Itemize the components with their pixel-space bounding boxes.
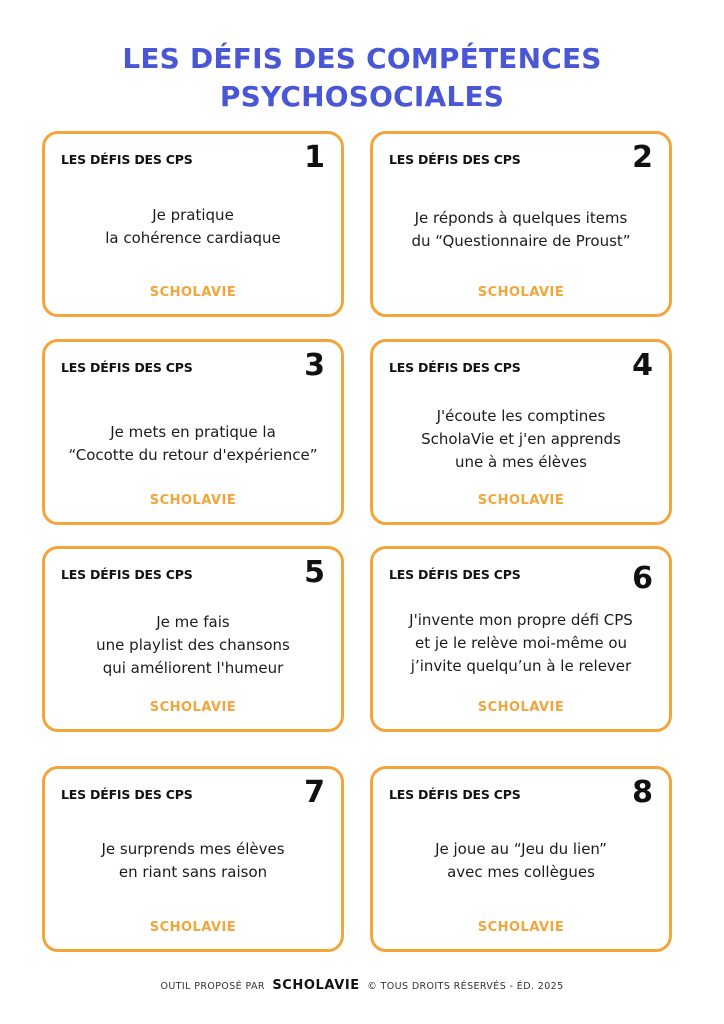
challenge-card-7 (42, 766, 344, 952)
footer-scholavie-logo: SCHOLAVIE (272, 978, 360, 993)
card-number: 1 (304, 140, 325, 175)
card-text-line: une playlist des chansons (96, 636, 290, 654)
card-header: LES DÉFIS DES CPS (389, 787, 521, 802)
card-header: LES DÉFIS DES CPS (61, 787, 193, 802)
footer-copyright-icon: © (367, 981, 378, 992)
card-text-line: une à mes élèves (455, 453, 587, 471)
scholavie-logo: SCHOLAVIE (477, 700, 565, 715)
card-text (383, 838, 659, 884)
card-text-line: en riant sans raison (118, 863, 268, 881)
card-number: 2 (632, 140, 653, 175)
card-header: LES DÉFIS DES CPS (61, 360, 193, 375)
challenge-card-1 (42, 131, 344, 317)
challenge-card-3 (42, 339, 344, 525)
card-text-line: j’invite quelqu’un à le relever (410, 657, 632, 675)
card-number: 6 (632, 561, 653, 596)
card-text (55, 611, 331, 680)
card-text (383, 609, 659, 678)
scholavie-logo: SCHOLAVIE (477, 493, 565, 508)
card-header: LES DÉFIS DES CPS (389, 360, 521, 375)
card-text-line: Je réponds à quelques items (414, 209, 628, 227)
card-text-line: qui améliorent l'humeur (102, 659, 284, 677)
page-title-line-1: LES DÉFIS DES COMPÉTENCES (122, 42, 602, 75)
card-header: LES DÉFIS DES CPS (61, 152, 193, 167)
footer-prefix: OUTIL PROPOSÉ PAR (160, 981, 265, 992)
page-title (0, 40, 724, 116)
card-header: LES DÉFIS DES CPS (389, 567, 521, 582)
footer (0, 978, 724, 993)
card-header: LES DÉFIS DES CPS (61, 567, 193, 582)
card-number: 7 (304, 775, 325, 810)
card-text-line: la cohérence cardiaque (105, 229, 281, 247)
card-text-line: et je le relève moi-même ou (414, 634, 628, 652)
challenge-card-6 (370, 546, 672, 732)
card-number: 3 (304, 348, 325, 383)
card-text-line: du “Questionnaire de Proust” (411, 232, 631, 250)
card-number: 4 (632, 348, 653, 383)
card-text-line: Je me fais (156, 613, 230, 631)
scholavie-logo: SCHOLAVIE (477, 285, 565, 300)
card-text (55, 204, 331, 250)
card-text-line: J'invente mon propre défi CPS (409, 611, 633, 629)
scholavie-logo: SCHOLAVIE (149, 700, 237, 715)
challenge-card-2 (370, 131, 672, 317)
challenge-card-5 (42, 546, 344, 732)
card-text (55, 838, 331, 884)
card-text (383, 207, 659, 253)
scholavie-logo: SCHOLAVIE (149, 285, 237, 300)
card-text-line: Je pratique (152, 206, 234, 224)
card-text-line: Je mets en pratique la (110, 423, 276, 441)
card-number: 8 (632, 775, 653, 810)
scholavie-logo: SCHOLAVIE (149, 920, 237, 935)
page-title-line-2: PSYCHOSOCIALES (219, 80, 505, 113)
card-text-line: J'écoute les comptines (436, 407, 606, 425)
card-number: 5 (304, 555, 325, 590)
card-text-line: “Cocotte du retour d'expérience” (68, 446, 318, 464)
scholavie-logo: SCHOLAVIE (477, 920, 565, 935)
card-text (383, 405, 659, 474)
card-text-line: Je surprends mes élèves (101, 840, 285, 858)
challenge-card-4 (370, 339, 672, 525)
card-text-line: avec mes collègues (447, 863, 595, 881)
scholavie-logo: SCHOLAVIE (149, 493, 237, 508)
card-text-line: Je joue au “Jeu du lien” (435, 840, 607, 858)
challenge-card-8 (370, 766, 672, 952)
card-text-line: ScholaVie et j'en apprends (421, 430, 621, 448)
card-text (55, 421, 331, 467)
card-header: LES DÉFIS DES CPS (389, 152, 521, 167)
footer-rights: TOUS DROITS RÉSERVÉS - ÉD. 2025 (380, 981, 564, 992)
